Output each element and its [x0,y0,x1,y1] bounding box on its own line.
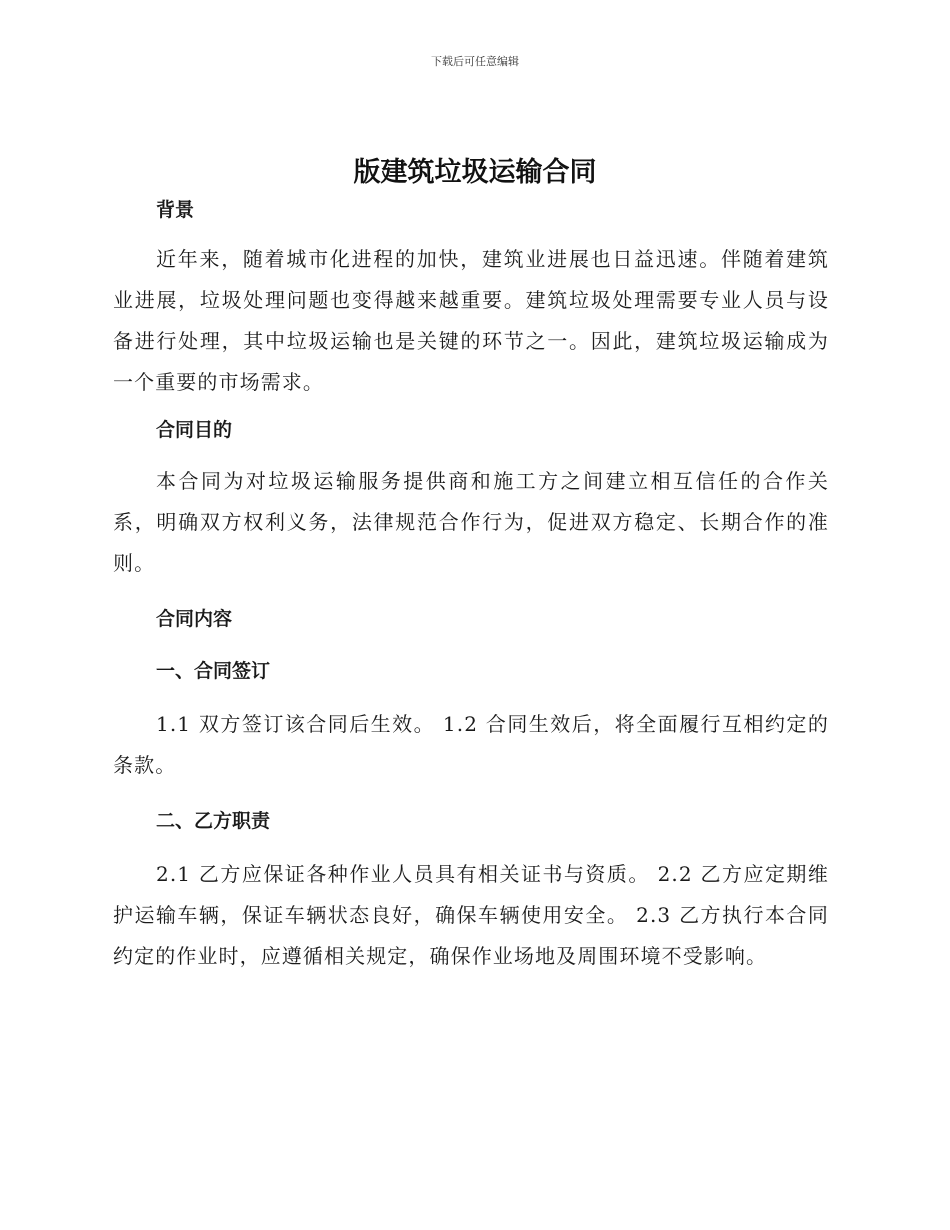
heading-contract-content: 合同内容 [156,608,233,630]
paragraph-background: 近年来，随着城市化进程的加快，建筑业进展也日益迅速。伴随着建筑业进展，垃圾处理问题也变得越来越重要。建筑垃圾处理需要专业人员与设备进行处理，其中垃圾运输也是关键的环节之一。因此，建筑垃圾运输成为一个重要的市场需求。 [113,247,829,394]
paragraph-section-one: 1.1 双方签订该合同后生效。 1.2 合同生效后，将全面履行互相约定的条款。 [113,712,829,777]
heading-section-one: 一、合同签订 [156,660,271,682]
heading-background: 背景 [156,199,195,221]
heading-contract-purpose: 合同目的 [156,419,233,441]
heading-section-two: 二、乙方职责 [156,810,271,832]
page-header-note: 下载后可任意编辑 [431,55,519,68]
document-title: 版建筑垃圾运输合同 [353,157,597,188]
paragraph-contract-purpose: 本合同为对垃圾运输服务提供商和施工方之间建立相互信任的合作关系，明确双方权利义务，法律规范合作行为，促进双方稳定、长期合作的准则。 [113,469,829,575]
document-body [113,195,829,977]
paragraph-section-two: 2.1 乙方应保证各种作业人员具有相关证书与资质。 2.2 乙方应定期维护运输车辆，保证车辆状态良好，确保车辆使用安全。 2.3 乙方执行本合同约定的作业时，应遵循相关规定，确保作业场地及周围环境不受影响。 [113,862,829,968]
